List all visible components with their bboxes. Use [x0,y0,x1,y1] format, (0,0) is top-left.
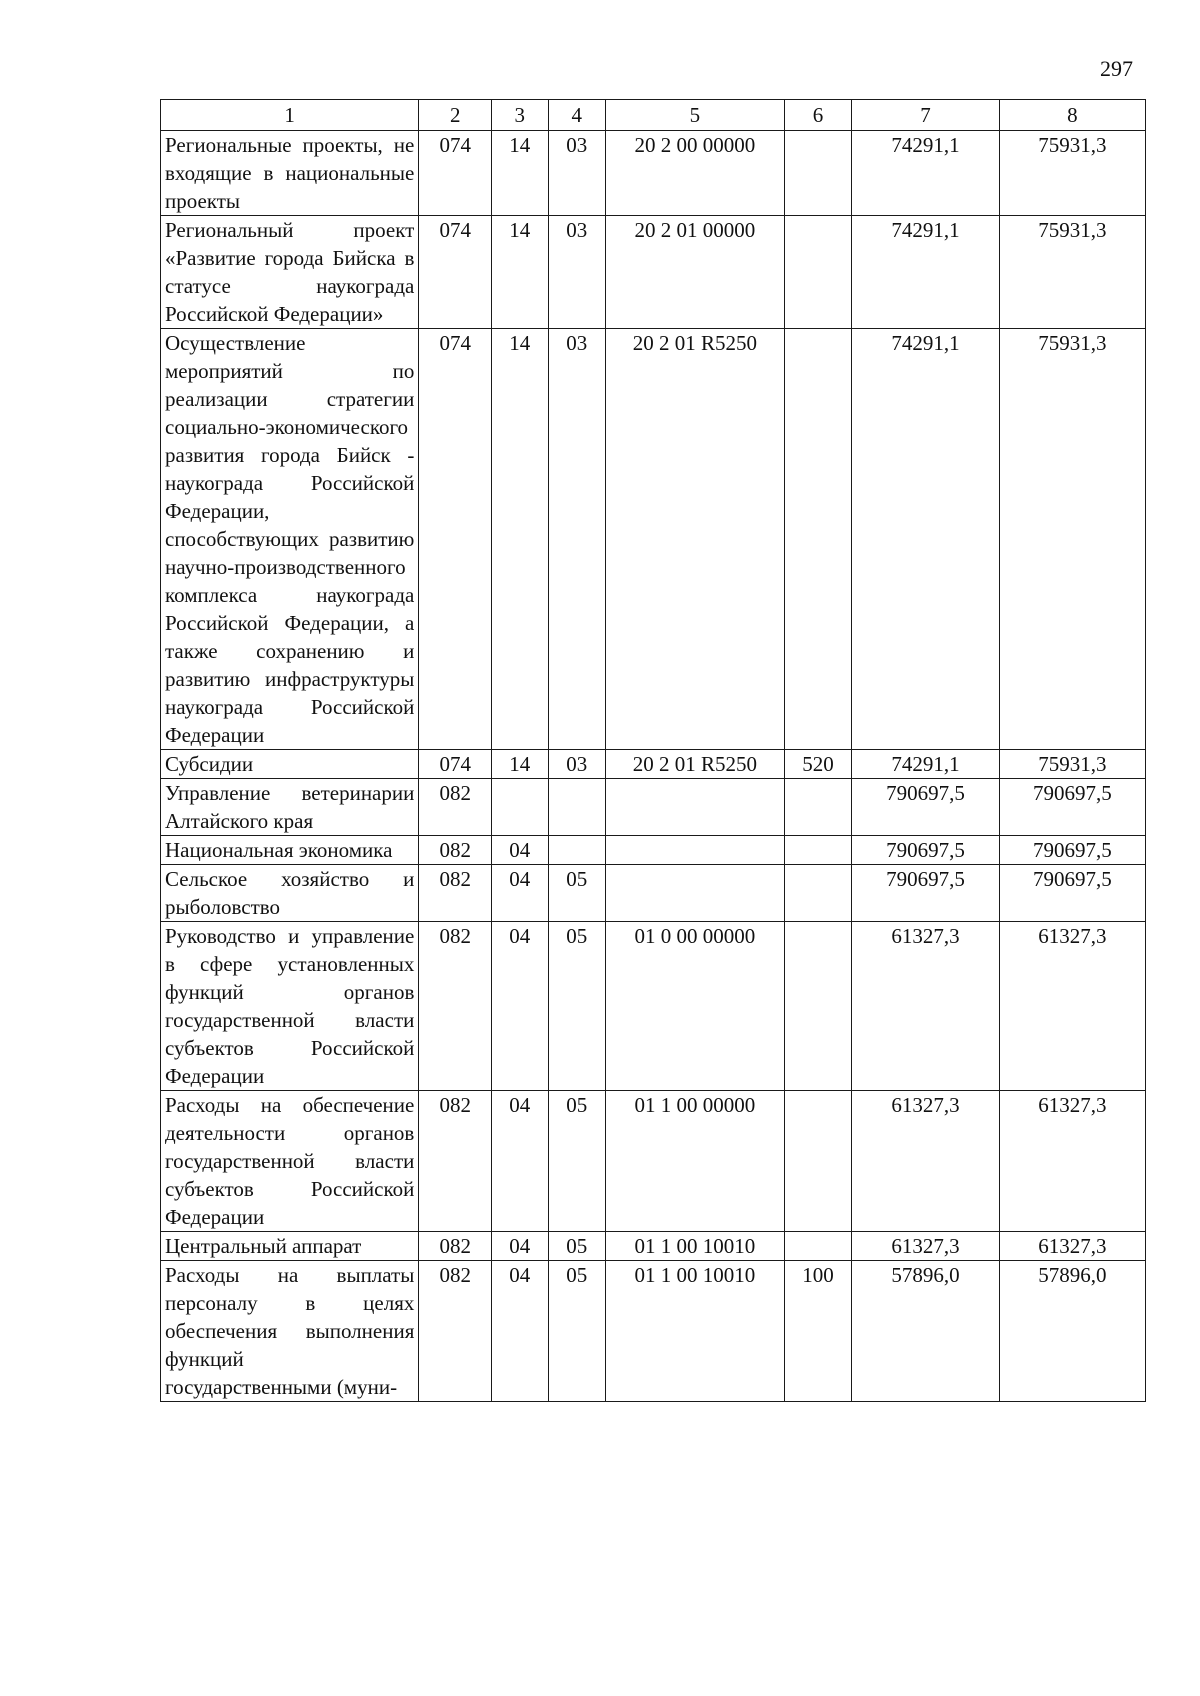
amount-col8-cell: 75931,3 [999,329,1145,750]
subsection-cell: 05 [548,1261,606,1402]
amount-col7-cell: 790697,5 [852,779,999,836]
subsection-cell: 05 [548,1091,606,1232]
amount-col8-cell: 61327,3 [999,922,1145,1091]
target-item-cell: 20 2 01 00000 [606,216,785,329]
expense-type-cell [784,836,852,865]
amount-col8-cell: 790697,5 [999,836,1145,865]
column-header-2: 2 [419,100,492,131]
amount-col8-cell: 790697,5 [999,779,1145,836]
column-header-4: 4 [548,100,606,131]
expense-type-cell: 100 [784,1261,852,1402]
ministry-code-cell: 082 [419,1232,492,1261]
amount-col8-cell: 790697,5 [999,865,1145,922]
table-row [161,1091,1146,1232]
page-number: 297 [1100,56,1133,81]
target-item-cell: 20 2 01 R5250 [606,329,785,750]
section-cell: 04 [492,865,549,922]
ministry-code-cell: 074 [419,216,492,329]
subsection-cell [548,836,606,865]
table-row [161,836,1146,865]
table-row [161,922,1146,1091]
table-row [161,1232,1146,1261]
ministry-code-cell: 082 [419,836,492,865]
target-item-cell [606,865,785,922]
header-row [161,100,1146,131]
column-header-1: 1 [161,100,419,131]
amount-col7-cell: 790697,5 [852,865,999,922]
section-cell: 14 [492,750,549,779]
budget-table [160,99,1146,1402]
target-item-cell [606,836,785,865]
subsection-cell: 03 [548,131,606,216]
expense-type-cell: 520 [784,750,852,779]
expense-type-cell [784,1091,852,1232]
row-name-cell: Сельское хозяйство и рыболовство [161,865,419,922]
subsection-cell: 05 [548,922,606,1091]
ministry-code-cell: 082 [419,922,492,1091]
expense-type-cell [784,329,852,750]
target-item-cell: 20 2 01 R5250 [606,750,785,779]
section-cell: 14 [492,216,549,329]
amount-col8-cell: 75931,3 [999,750,1145,779]
ministry-code-cell: 074 [419,131,492,216]
amount-col7-cell: 74291,1 [852,131,999,216]
ministry-code-cell: 082 [419,1091,492,1232]
table-row [161,1261,1146,1402]
subsection-cell: 03 [548,216,606,329]
section-cell: 04 [492,1261,549,1402]
section-cell: 04 [492,1232,549,1261]
table-row [161,779,1146,836]
column-header-3: 3 [492,100,549,131]
row-name-cell: Субсидии [161,750,419,779]
amount-col7-cell: 61327,3 [852,1232,999,1261]
subsection-cell [548,779,606,836]
amount-col7-cell: 61327,3 [852,1091,999,1232]
ministry-code-cell: 082 [419,865,492,922]
amount-col8-cell: 75931,3 [999,216,1145,329]
target-item-cell [606,779,785,836]
expense-type-cell [784,922,852,1091]
ministry-code-cell: 074 [419,329,492,750]
table-row [161,750,1146,779]
target-item-cell: 01 1 00 00000 [606,1091,785,1232]
amount-col7-cell: 57896,0 [852,1261,999,1402]
column-header-8: 8 [999,100,1145,131]
row-name-cell: Расходы на выплаты персоналу в целях обеспечения выполнения функций государственными (муни- [161,1261,419,1402]
section-cell: 14 [492,131,549,216]
table-row [161,216,1146,329]
table-row [161,131,1146,216]
expense-type-cell [784,779,852,836]
subsection-cell: 05 [548,865,606,922]
amount-col8-cell: 61327,3 [999,1091,1145,1232]
column-header-6: 6 [784,100,852,131]
row-name-cell: Национальная экономика [161,836,419,865]
subsection-cell: 05 [548,1232,606,1261]
row-name-cell: Региональные проекты, не входящие в национальные проекты [161,131,419,216]
target-item-cell: 20 2 00 00000 [606,131,785,216]
section-cell [492,779,549,836]
target-item-cell: 01 1 00 10010 [606,1232,785,1261]
table-row [161,865,1146,922]
amount-col7-cell: 61327,3 [852,922,999,1091]
amount-col7-cell: 74291,1 [852,216,999,329]
row-name-cell: Центральный аппарат [161,1232,419,1261]
column-header-5: 5 [606,100,785,131]
row-name-cell: Расходы на обеспечение деятельности органов государственной власти субъектов Российской Федерации [161,1091,419,1232]
amount-col8-cell: 61327,3 [999,1232,1145,1261]
ministry-code-cell: 082 [419,1261,492,1402]
row-name-cell: Осуществление мероприятий по реализации стратегии социально-экономического развития города Бийск - наукограда Российской Федерации, способствующих развитию научно-производственного комплекса наукограда Российской Федерации, а также сохранению и развитию инфраструктуры наукограда Российской Федерации [161,329,419,750]
table-row [161,329,1146,750]
section-cell: 14 [492,329,549,750]
section-cell: 04 [492,1091,549,1232]
amount-col7-cell: 790697,5 [852,836,999,865]
amount-col7-cell: 74291,1 [852,750,999,779]
row-name-cell: Руководство и управление в сфере установленных функций органов государственной власти субъектов Российской Федерации [161,922,419,1091]
row-name-cell: Региональный проект «Развитие города Бийска в статусе наукограда Российской Федерации» [161,216,419,329]
column-header-7: 7 [852,100,999,131]
expense-type-cell [784,216,852,329]
ministry-code-cell: 082 [419,779,492,836]
amount-col7-cell: 74291,1 [852,329,999,750]
ministry-code-cell: 074 [419,750,492,779]
subsection-cell: 03 [548,750,606,779]
expense-type-cell [784,1232,852,1261]
target-item-cell: 01 1 00 10010 [606,1261,785,1402]
subsection-cell: 03 [548,329,606,750]
amount-col8-cell: 75931,3 [999,131,1145,216]
row-name-cell: Управление ветеринарии Алтайского края [161,779,419,836]
section-cell: 04 [492,836,549,865]
target-item-cell: 01 0 00 00000 [606,922,785,1091]
amount-col8-cell: 57896,0 [999,1261,1145,1402]
expense-type-cell [784,865,852,922]
section-cell: 04 [492,922,549,1091]
expense-type-cell [784,131,852,216]
